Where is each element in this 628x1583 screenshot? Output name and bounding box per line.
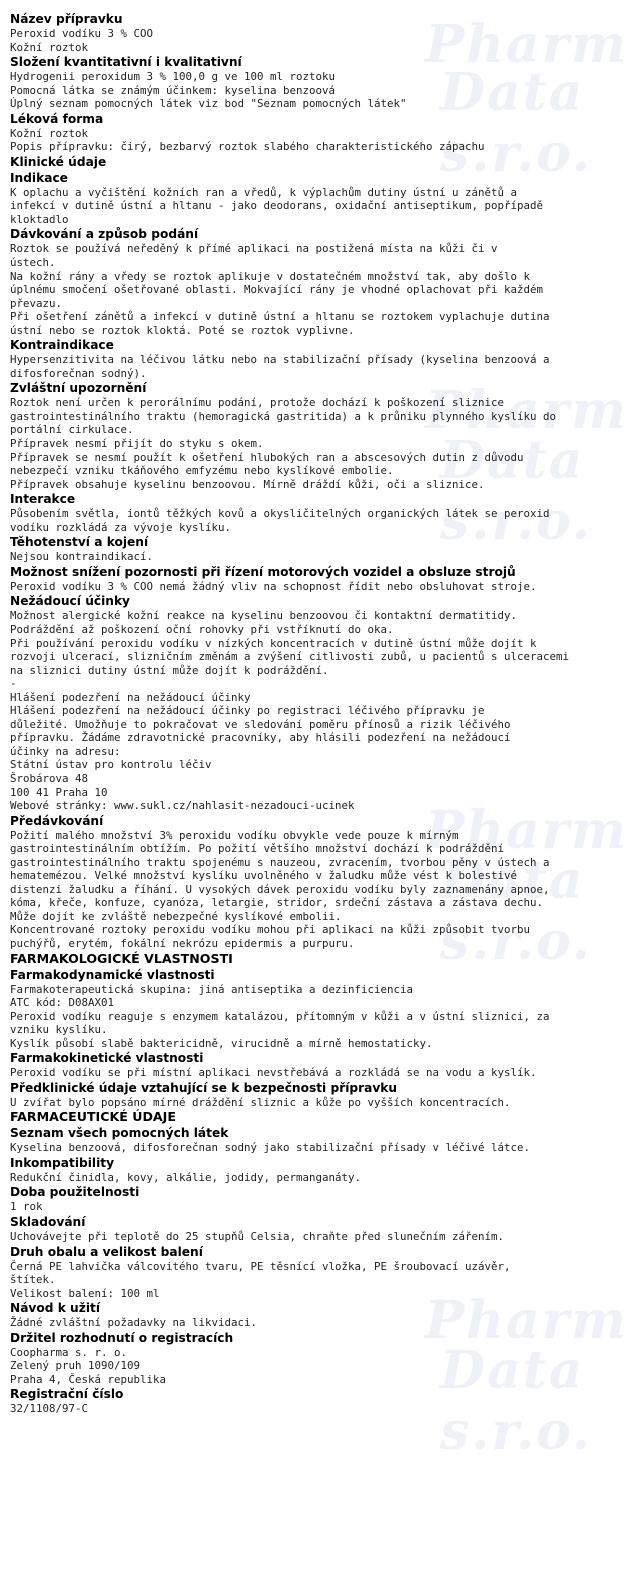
section bbox=[10, 1330, 595, 1387]
body-line: Při používání peroxidu vodíku v nízkých koncentracích v dutině ústní může dojít k bbox=[10, 636, 537, 650]
section-heading: Možnost snížení pozornosti při řízení motorových vozidel a obsluze strojů bbox=[10, 564, 516, 579]
body-line: Požití malého množství 3% peroxidu vodíku obvykle vede pouze k mírným bbox=[10, 828, 459, 842]
body-line: Roztok není určen k perorálnímu podání, protože dochází k poškození sliznice bbox=[10, 396, 505, 410]
body-line: kóma, křeče, konfuze, cyanóza, letargie, stridor, srdeční zástava a zástava dechu. bbox=[10, 896, 544, 910]
section-heading: Těhotenství a kojení bbox=[10, 535, 149, 550]
major-heading: FARMACEUTICKÉ ÚDAJE bbox=[10, 1109, 176, 1125]
body-line: Redukční činidla, kovy, alkálie, jodidy, permanganáty. bbox=[10, 1170, 362, 1184]
section-heading: Druh obalu a velikost balení bbox=[10, 1244, 203, 1259]
section bbox=[10, 1386, 595, 1416]
section bbox=[10, 111, 595, 154]
body-line: vzniku kyslíku. bbox=[10, 1023, 108, 1037]
body-line: na sliznici dutiny ústní může dojít k podráždění. bbox=[10, 663, 329, 677]
major-heading: FARMAKOLOGICKÉ VLASTNOSTI bbox=[10, 950, 233, 966]
body-line: K oplachu a vyčištění kožních ran a vředů, k výplachům dutiny ústní u zánětů a bbox=[10, 185, 518, 199]
body-line: Přípravek se nesmí použít k ošetření hlubokých ran a abscesových dutin z důvodu bbox=[10, 450, 524, 464]
body-line: Popis přípravku: čirý, bezbarvý roztok slabého charakteristického zápachu bbox=[10, 140, 485, 154]
section bbox=[10, 593, 595, 812]
section bbox=[10, 1244, 595, 1301]
body-line: Zelený pruh 1090/109 bbox=[10, 1359, 141, 1373]
section-heading: Seznam všech pomocných látek bbox=[10, 1126, 229, 1141]
section bbox=[10, 1050, 595, 1080]
body-line: Podráždění až poškození oční rohovky při vstříknutí do oka. bbox=[10, 622, 394, 636]
section-heading: Indikace bbox=[10, 170, 68, 185]
body-line: Kožní roztok bbox=[10, 40, 89, 54]
body-line: Pomocná látka se známým účinkem: kyselina benzoová bbox=[10, 83, 336, 97]
section bbox=[10, 1109, 595, 1125]
body-line: 100 41 Praha 10 bbox=[10, 785, 108, 799]
watermark-text: Pharm bbox=[425, 380, 628, 441]
body-line: účinky na adresu: bbox=[10, 744, 121, 758]
section bbox=[10, 967, 595, 1051]
watermark-text: Data s.r.o. bbox=[440, 430, 592, 552]
body-line: Roztok se používá neředěný k přímé aplikaci na postižená místa na kůži či v bbox=[10, 242, 498, 256]
section-heading: Předklinické údaje vztahující se k bezpečnosti přípravku bbox=[10, 1080, 398, 1095]
body-line: Na kožní rány a vředy se roztok aplikuje v dostatečném množství tak, aby došlo k bbox=[10, 269, 531, 283]
body-line: rozvoji ulcerací, slizničním změnám a zvýšení citlivosti zubů, u pacientů s ulceracemi bbox=[10, 650, 570, 664]
section bbox=[10, 951, 595, 967]
body-line: Přípravek obsahuje kyselinu benzoovou. Mírně dráždí kůži, oči a sliznice. bbox=[10, 477, 485, 491]
body-line: Peroxid vodíku 3 % COO nemá žádný vliv na schopnost řídit nebo obsluhovat stroje. bbox=[10, 579, 537, 593]
section bbox=[10, 1155, 595, 1185]
section-heading: Doba použitelnosti bbox=[10, 1185, 140, 1200]
body-line: Úplný seznam pomocných látek viz bod "Seznam pomocných látek" bbox=[10, 97, 407, 111]
section-heading: Interakce bbox=[10, 492, 76, 507]
section bbox=[10, 170, 595, 227]
section-heading: Název přípravku bbox=[10, 12, 123, 26]
body-line: gastrointestinálním obtížím. Po požití většího množství dochází k podráždění bbox=[10, 842, 505, 856]
body-line: Státní ústav pro kontrolu léčiv bbox=[10, 758, 212, 772]
section-heading: Předávkování bbox=[10, 813, 104, 828]
section bbox=[10, 534, 595, 564]
body-line: Působením světla, iontů těžkých kovů a okysličitelných organických látek se peroxid bbox=[10, 507, 550, 521]
body-line: U zvířat bylo popsáno mírné dráždění sliznic a kůže po vyšších koncentracích. bbox=[10, 1095, 511, 1109]
body-line: Kyselina benzoová, difosforečnan sodný jako stabilizační přísady v léčivé látce. bbox=[10, 1141, 531, 1155]
spc-document bbox=[10, 11, 595, 1416]
section-heading: Složení kvantitativní i kvalitativní bbox=[10, 55, 242, 70]
section-heading: Klinické údaje bbox=[10, 154, 107, 169]
body-line: Velikost balení: 100 ml bbox=[10, 1286, 160, 1300]
body-line: Nejsou kontraindikací. bbox=[10, 550, 154, 564]
body-line: distenzi žaludku a říhání. U vysokých dávek peroxidu vodíku byly zaznamenány apnoe, bbox=[10, 882, 550, 896]
body-line: Možnost alergické kožní reakce na kyselinu benzoovou či kontaktní dermatitidy. bbox=[10, 609, 518, 623]
watermark-text: Pharm bbox=[425, 800, 628, 861]
body-line: Kyslík působí slabě baktericidně, virucidně a mírně hemostaticky. bbox=[10, 1036, 433, 1050]
section bbox=[10, 337, 595, 380]
body-line: přípravku. Žádáme zdravotnické pracovníky, aby hlásili podezření na nežádoucí bbox=[10, 731, 511, 745]
section-heading: Zvláštní upozornění bbox=[10, 381, 147, 396]
body-line: ATC kód: D08AX01 bbox=[10, 996, 115, 1010]
section-heading: Registrační číslo bbox=[10, 1387, 124, 1402]
body-line: důležité. Umožňuje to pokračovat ve sledování poměru přínosů a rizik léčivého bbox=[10, 717, 511, 731]
body-line: nebezpečí vzniku tkáňového emfyzému nebo kyslíkové embolie. bbox=[10, 464, 394, 478]
watermark-text: Data s.r.o. bbox=[440, 62, 592, 184]
body-line: Webové stránky: www.sukl.cz/nahlasit-nezadouci-ucinek bbox=[10, 799, 355, 813]
section-heading: Farmakokinetické vlastnosti bbox=[10, 1051, 204, 1066]
body-line: gastrointestinálního traktu spojenému s nauzeou, zvracením, tvorbou pěny v ústech a bbox=[10, 855, 550, 869]
body-line: Šrobárova 48 bbox=[10, 771, 89, 785]
body-line: Hlášení podezření na nežádoucí účinky po registraci léčivého přípravku je bbox=[10, 704, 485, 718]
section bbox=[10, 1214, 595, 1244]
section bbox=[10, 1080, 595, 1110]
body-line: 32/1108/97-C bbox=[10, 1402, 89, 1416]
body-line: Peroxid vodíku se při místní aplikaci nevstřebává a rozkládá se na vodu a kyslík. bbox=[10, 1066, 537, 1080]
body-line: Kožní roztok bbox=[10, 126, 89, 140]
body-line: hematemézou. Velké množství kyslíku uvolněného v žaludku může vést k bolestivé bbox=[10, 869, 518, 883]
section bbox=[10, 1184, 595, 1214]
body-line: Koncentrované roztoky peroxidu vodíku mohou při aplikaci na kůži způsobit tvorbu bbox=[10, 923, 531, 937]
section bbox=[10, 491, 595, 534]
section bbox=[10, 54, 595, 111]
body-line: difosforečnan sodný). bbox=[10, 366, 147, 380]
section bbox=[10, 1300, 595, 1330]
watermark-text: Data s.r.o. bbox=[440, 1340, 592, 1462]
section-heading: Skladování bbox=[10, 1215, 86, 1229]
body-line: puchýřů, erytém, fokální nekrózu epidermis a purpuru. bbox=[10, 936, 355, 950]
body-line: gastrointestinálního traktu (hemoragická gastritida) a k průniku plynného kyslíku do bbox=[10, 409, 557, 423]
body-line: ústní nebo se roztok kloktá. Poté se roztok vyplivne. bbox=[10, 323, 355, 337]
section-heading: Léková forma bbox=[10, 111, 104, 126]
body-line: ústech. bbox=[10, 256, 56, 270]
section bbox=[10, 226, 595, 337]
section bbox=[10, 380, 595, 491]
body-line: převazu. bbox=[10, 296, 63, 310]
section-heading: Farmakodynamické vlastnosti bbox=[10, 967, 215, 982]
body-line: Při ošetření zánětů a infekcí v dutině ústní a hltanu se roztokem vyplachuje dutina bbox=[10, 310, 550, 324]
body-line: Hydrogenii peroxidum 3 % 100,0 g ve 100 ml roztoku bbox=[10, 70, 336, 84]
body-line: Praha 4, Česká republika bbox=[10, 1372, 167, 1386]
body-line: kloktadlo bbox=[10, 212, 69, 226]
body-line: Coopharma s. r. o. bbox=[10, 1345, 128, 1359]
body-line: Hypersenzitivita na léčivou látku nebo na stabilizační přísady (kyselina benzoová a bbox=[10, 353, 550, 367]
body-line: Přípravek nesmí přijít do styku s okem. bbox=[10, 437, 264, 451]
body-line: úplnému smočení ošetřované oblasti. Mokvající rány je vhodné oplachovat při každém bbox=[10, 283, 544, 297]
body-line: Může dojít ke zvláště nebezpečné kyslíkové embolii. bbox=[10, 909, 342, 923]
section-heading: Inkompatibility bbox=[10, 1155, 115, 1170]
body-line: Hlášení podezření na nežádoucí účinky bbox=[10, 690, 251, 704]
section bbox=[10, 813, 595, 951]
body-line: Uchovávejte při teplotě do 25 stupňů Celsia, chraňte před slunečním zářením. bbox=[10, 1230, 505, 1243]
body-line: infekcí v dutině ústní a hltanu - jako deodorans, oxidační antiseptikum, popřípadě bbox=[10, 199, 544, 213]
body-line: Peroxid vodíku 3 % COO bbox=[10, 27, 154, 40]
watermark-text: Pharm bbox=[425, 1290, 628, 1351]
section bbox=[10, 11, 595, 54]
watermark-text: Pharm bbox=[425, 14, 628, 75]
body-line: 1 rok bbox=[10, 1200, 43, 1214]
section bbox=[10, 1125, 595, 1155]
section-heading: Kontraindikace bbox=[10, 338, 114, 353]
body-line: Žádné zvláštní požadavky na likvidaci. bbox=[10, 1316, 258, 1330]
body-line: Peroxid vodíku reaguje s enzymem katalázou, přítomným v kůži a v ústní sliznici, za bbox=[10, 1009, 550, 1023]
section-heading: Držitel rozhodnutí o registracích bbox=[10, 1330, 234, 1345]
body-line: vodíku rozkládá za vývoje kyslíku. bbox=[10, 520, 232, 534]
section bbox=[10, 154, 595, 170]
section-heading: Nežádoucí účinky bbox=[10, 594, 131, 609]
watermark-text: Data s.r.o. bbox=[440, 850, 592, 972]
body-line: štítek. bbox=[10, 1273, 56, 1287]
section-heading: Dávkování a způsob podání bbox=[10, 227, 199, 242]
body-line: Farmakoterapeutická skupina: jiná antiseptika a dezinficiencia bbox=[10, 982, 414, 996]
section-heading: Návod k užití bbox=[10, 1301, 101, 1316]
body-line: Černá PE lahvička válcovitého tvaru, PE těsnící vložka, PE šroubovací uzávěr, bbox=[10, 1259, 511, 1273]
body-line: portální cirkulace. bbox=[10, 423, 134, 437]
body-line: - bbox=[10, 677, 17, 691]
section bbox=[10, 564, 595, 594]
